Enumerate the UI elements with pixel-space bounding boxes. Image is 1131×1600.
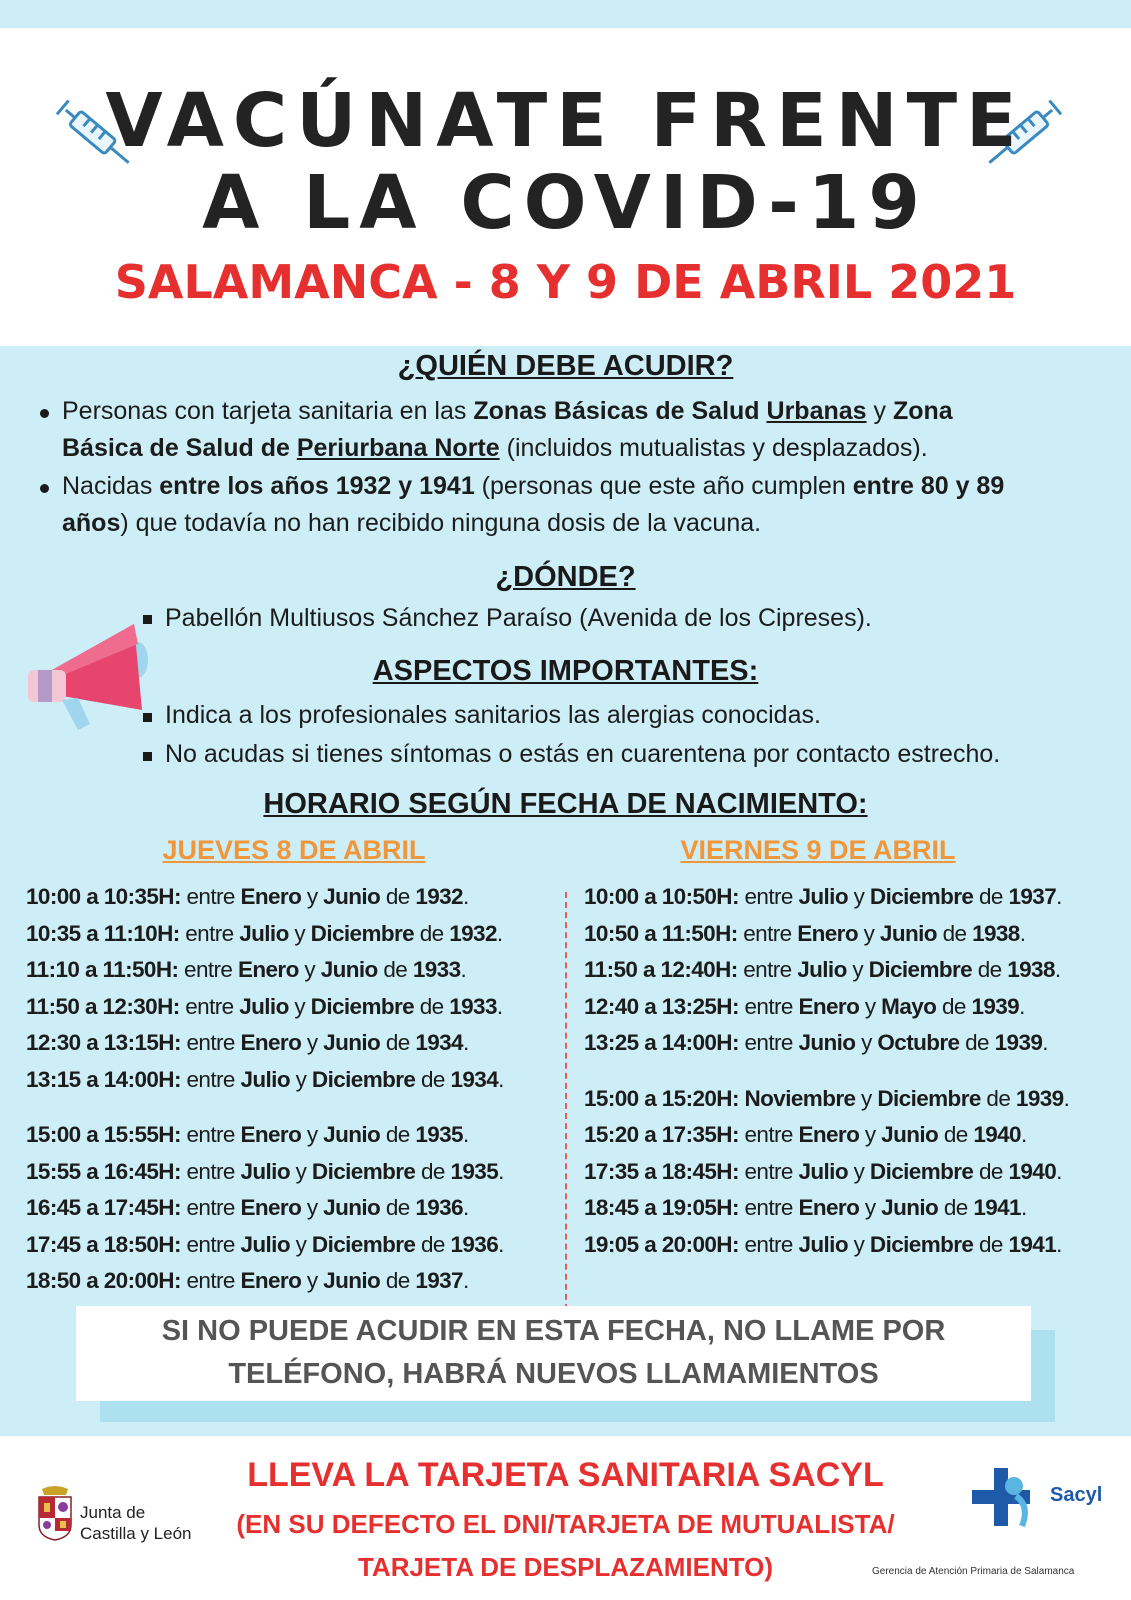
schedule-text: de [973, 884, 1009, 909]
schedule-month: Julio [239, 993, 289, 1019]
schedule-heading: HORARIO SEGÚN FECHA DE NACIMIENTO: [263, 788, 868, 820]
schedule-month: Enero [240, 1122, 302, 1147]
schedule-text: de [380, 1195, 416, 1220]
schedule-text: . [1019, 993, 1025, 1019]
schedule-text: de [936, 920, 973, 946]
bullet-square [143, 752, 152, 761]
sacyl-name: Sacyl [1050, 1484, 1103, 1506]
schedule-month: Diciembre [869, 1231, 974, 1257]
schedule-text: y [855, 1085, 878, 1111]
schedule-text: y [855, 1030, 878, 1055]
schedule-row [26, 1117, 504, 1154]
schedule-month: Diciembre [311, 1158, 416, 1184]
schedule-year: 1937 [1008, 884, 1057, 909]
schedule-time: 17:45 a 18:50H: [26, 1231, 181, 1257]
schedule-text: y [301, 1195, 324, 1220]
text: Nacidas [62, 472, 160, 500]
schedule-text: entre [738, 884, 799, 909]
schedule-row [26, 1025, 504, 1062]
sacyl-subtitle: Gerencia de Atención Primaria de Salamanca [872, 1566, 1075, 1577]
schedule-text: y [859, 993, 882, 1019]
day1-heading: JUEVES 8 DE ABRIL [162, 835, 426, 865]
text-bold: entre los años 1932 y 1941 [159, 472, 475, 500]
schedule-year: 1938 [972, 920, 1020, 946]
schedule-text: . [1042, 1030, 1048, 1055]
schedule-text: y [301, 1268, 324, 1293]
notice-box [76, 1306, 1031, 1401]
schedule-time: 16:45 a 17:45H: [26, 1195, 181, 1220]
schedule-text: y [288, 920, 311, 946]
schedule-year: 1939 [994, 1030, 1043, 1055]
schedule-month: Enero [240, 1030, 302, 1055]
schedule-row [584, 1081, 1069, 1118]
schedule-text: de [980, 1085, 1016, 1111]
schedule-year: 1939 [1015, 1085, 1064, 1111]
schedule-text: entre [737, 920, 798, 946]
schedule-year: 1935 [415, 1122, 463, 1147]
text-bold-underline: Periurbana Norte [296, 434, 500, 462]
aspect-item: Indica a los profesionales sanitarios las alergias conocidas. [165, 701, 821, 729]
footer-line1: LLEVA LA TARJETA SANITARIA SACYL [247, 1456, 884, 1494]
schedule-month: Enero [240, 884, 302, 909]
text: (personas que este año cumplen [474, 472, 853, 500]
schedule-text: . [498, 1231, 504, 1257]
schedule-text: de [414, 993, 450, 1019]
who-heading: ¿QUIÉN DEBE ACUDIR? [397, 350, 734, 382]
text-bold: Zonas Básicas de Salud [473, 397, 767, 425]
schedule-text: y [847, 884, 870, 909]
schedule-text: . [1054, 957, 1061, 982]
schedule-text: y [847, 1158, 870, 1184]
schedule-row [26, 989, 504, 1026]
schedule-text: y [847, 1231, 870, 1257]
schedule-row [26, 879, 504, 916]
schedule-year: 1937 [415, 1268, 463, 1293]
schedule-text: entre [738, 1231, 799, 1257]
schedule-left-column [26, 879, 504, 1300]
schedule-year: 1935 [450, 1158, 499, 1184]
schedule-row [584, 1117, 1069, 1154]
schedule-year: 1934 [450, 1066, 499, 1092]
schedule-year: 1938 [1007, 957, 1055, 982]
schedule-month: Enero [798, 1195, 860, 1220]
schedule-text: . [1056, 884, 1062, 909]
jcyl-line2: Castilla y León [80, 1524, 192, 1543]
schedule-month: Diciembre [869, 1158, 974, 1184]
schedule-text: entre [180, 1030, 241, 1055]
aspects-heading: ASPECTOS IMPORTANTES: [372, 655, 759, 687]
schedule-time: 11:10 a 11:50H: [26, 957, 179, 982]
schedule-text: . [1056, 1158, 1062, 1184]
schedule-row [26, 916, 504, 953]
text: Personas con tarjeta sanitaria en las [62, 397, 474, 425]
subtitle: SALAMANCA - 8 Y 9 DE ABRIL 2021 [114, 255, 1017, 309]
schedule-text: entre [180, 1231, 241, 1257]
schedule-year: 1939 [971, 993, 1020, 1019]
main-title-line1: VACÚNATE FRENTE [105, 78, 1026, 164]
schedule-row [584, 879, 1069, 916]
schedule-text: y [289, 1066, 312, 1092]
schedule-time: 18:50 a 20:00H: [26, 1268, 181, 1293]
notice-line1: SI NO PUEDE ACUDIR EN ESTA FECHA, NO LLAME POR [161, 1315, 946, 1347]
schedule-text: . [498, 1158, 504, 1184]
schedule-text: de [380, 1268, 416, 1293]
schedule-time: 18:45 a 19:05H: [584, 1195, 739, 1220]
schedule-time: 12:40 a 13:25H: [584, 993, 739, 1019]
schedule-text: y [301, 1030, 324, 1055]
schedule-text: . [1019, 920, 1026, 946]
schedule-text: entre [180, 1268, 241, 1293]
schedule-month: Junio [323, 1122, 381, 1147]
schedule-text: de [380, 1122, 416, 1147]
bullet-dot [40, 409, 49, 418]
schedule-time: 10:00 a 10:35H: [26, 884, 181, 909]
schedule-text: entre [738, 1158, 799, 1184]
schedule-row [584, 1154, 1069, 1191]
schedule-text: . [462, 1268, 469, 1293]
where-item: Pabellón Multiusos Sánchez Paraíso (Avenida de los Cipreses). [165, 604, 872, 632]
schedule-year: 1932 [415, 884, 463, 909]
schedule-time: 10:35 a 11:10H: [26, 920, 180, 946]
who-bullet-1 [62, 393, 1102, 467]
schedule-text: de [414, 920, 450, 946]
schedule-row [584, 952, 1069, 989]
schedule-text: entre [179, 920, 240, 946]
schedule-text: . [496, 920, 503, 946]
schedule-text: . [462, 1195, 469, 1220]
schedule-row [26, 1062, 504, 1099]
schedule-month: Diciembre [311, 1066, 416, 1092]
schedule-text: y [857, 920, 880, 946]
schedule-year: 1941 [1008, 1231, 1057, 1257]
schedule-row [584, 1025, 1069, 1062]
aspect-item: No acudas si tienes síntomas o estás en cuarentena por contacto estrecho. [165, 740, 1001, 768]
schedule-time: 15:00 a 15:55H: [26, 1122, 181, 1147]
schedule-month: Diciembre [868, 957, 973, 982]
text-bold: años [62, 509, 121, 537]
schedule-text: y [859, 1195, 882, 1220]
bullet-dot [40, 484, 49, 493]
schedule-month: Junio [881, 1195, 939, 1220]
schedule-time: 15:55 a 16:45H: [26, 1158, 181, 1184]
text-bold: Básica de Salud de [62, 434, 297, 462]
schedule-text: . [1056, 1231, 1062, 1257]
schedule-month: Enero [240, 1195, 302, 1220]
schedule-text: entre [180, 884, 241, 909]
schedule-row [26, 952, 504, 989]
schedule-month: Diciembre [869, 884, 974, 909]
schedule-text: de [972, 957, 1008, 982]
schedule-month: Julio [240, 1066, 290, 1092]
schedule-text: . [1020, 1195, 1027, 1220]
schedule-month: Enero [798, 993, 860, 1019]
schedule-text: . [498, 1066, 504, 1092]
schedule-time: 17:35 a 18:45H: [584, 1158, 739, 1184]
schedule-text: de [936, 993, 972, 1019]
schedule-text: de [415, 1066, 451, 1092]
schedule-year: 1934 [415, 1030, 463, 1055]
schedule-text: . [462, 1122, 469, 1147]
schedule-text: entre [180, 1158, 241, 1184]
schedule-month: Julio [798, 1231, 848, 1257]
footer-line2: (EN SU DEFECTO EL DNI/TARJETA DE MUTUALISTA/ [236, 1509, 895, 1539]
schedule-text: y [298, 957, 321, 982]
schedule-time: 12:30 a 13:15H: [26, 1030, 181, 1055]
schedule-text: de [973, 1158, 1009, 1184]
schedule-text: de [415, 1158, 451, 1184]
schedule-text: entre [180, 1195, 241, 1220]
schedule-time: 13:25 a 14:00H: [584, 1030, 739, 1055]
text: ) que todavía no han recibido ninguna dosis de la vacuna. [120, 509, 762, 537]
schedule-month: Julio [798, 884, 848, 909]
text-bold: entre 80 y 89 [852, 472, 1005, 500]
where-heading: ¿DÓNDE? [495, 561, 636, 593]
schedule-text: entre [738, 1195, 799, 1220]
who-bullet-2 [62, 468, 1102, 542]
schedule-time: 10:50 a 11:50H: [584, 920, 738, 946]
schedule-text: . [462, 1030, 469, 1055]
schedule-text: entre [178, 957, 238, 982]
schedule-text: de [380, 1030, 416, 1055]
schedule-row [584, 1227, 1069, 1264]
schedule-month: Diciembre [311, 1231, 416, 1257]
schedule-time: 11:50 a 12:30H: [26, 993, 180, 1019]
schedule-time: 13:15 a 14:00H: [26, 1066, 181, 1092]
schedule-text: de [938, 1195, 974, 1220]
schedule-month: Enero [797, 920, 858, 946]
schedule-time: 19:05 a 20:00H: [584, 1231, 739, 1257]
schedule-text: . [462, 884, 469, 909]
schedule-month: Junio [798, 1030, 856, 1055]
schedule-time: 15:00 a 15:20H: [584, 1085, 739, 1111]
schedule-year: 1933 [449, 993, 497, 1019]
schedule-year: 1936 [415, 1195, 463, 1220]
schedule-month: Noviembre [744, 1085, 856, 1111]
schedule-text: de [377, 957, 413, 982]
schedule-time: 11:50 a 12:40H: [584, 957, 738, 982]
schedule-row [584, 916, 1069, 953]
jcyl-line1: Junta de [80, 1503, 146, 1522]
schedule-month: Junio [320, 957, 378, 982]
schedule-text: entre [737, 957, 798, 982]
schedule-text: . [460, 957, 467, 982]
schedule-month: Junio [323, 1268, 381, 1293]
schedule-month: Diciembre [310, 993, 415, 1019]
schedule-month: Julio [797, 957, 847, 982]
schedule-text: entre [738, 1030, 799, 1055]
schedule-year: 1941 [973, 1195, 1021, 1220]
schedule-month: Junio [879, 920, 937, 946]
schedule-text: de [938, 1122, 974, 1147]
text: y [866, 397, 893, 425]
schedule-month: Enero [798, 1122, 860, 1147]
schedule-text: entre [738, 993, 799, 1019]
schedule-right-column [584, 879, 1069, 1263]
main-title-line2: A LA COVID-19 [202, 160, 929, 246]
schedule-month: Junio [323, 1195, 381, 1220]
schedule-text: entre [179, 993, 240, 1019]
schedule-row [584, 989, 1069, 1026]
schedule-text: entre [738, 1122, 799, 1147]
schedule-year: 1940 [1008, 1158, 1057, 1184]
schedule-text: . [1063, 1085, 1070, 1111]
schedule-text: y [301, 884, 324, 909]
schedule-text: de [380, 884, 416, 909]
schedule-text: . [496, 993, 503, 1019]
schedule-text: y [288, 993, 311, 1019]
notice-line2: TELÉFONO, HABRÁ NUEVOS LLAMAMIENTOS [228, 1358, 879, 1390]
schedule-year: 1940 [973, 1122, 1021, 1147]
schedule-row [584, 1190, 1069, 1227]
schedule-row [26, 1154, 504, 1191]
schedule-month: Diciembre [310, 920, 415, 946]
schedule-month: Junio [323, 1030, 381, 1055]
sacyl-cross-logo [970, 1466, 1054, 1536]
schedule-row [26, 1190, 504, 1227]
schedule-row [26, 1263, 504, 1300]
schedule-text: entre [180, 1122, 241, 1147]
schedule-text: y [846, 957, 869, 982]
text-bold-underline: Urbanas [766, 397, 867, 425]
day2-heading: VIERNES 9 DE ABRIL [680, 835, 956, 865]
text-bold: Zona [892, 397, 953, 425]
schedule-text: y [301, 1122, 324, 1147]
column-divider [565, 892, 567, 1320]
schedule-month: Julio [239, 920, 289, 946]
schedule-month: Enero [237, 957, 299, 982]
schedule-text: entre [180, 1066, 241, 1092]
schedule-text: de [973, 1231, 1009, 1257]
schedule-text: de [959, 1030, 995, 1055]
schedule-text: y [859, 1122, 882, 1147]
bullet-square [143, 713, 152, 722]
schedule-year: 1932 [449, 920, 497, 946]
schedule-month: Junio [881, 1122, 939, 1147]
schedule-month: Julio [240, 1231, 290, 1257]
text: (incluidos mutualistas y desplazados). [499, 434, 928, 462]
schedule-month: Mayo [881, 993, 937, 1019]
schedule-month: Enero [240, 1268, 302, 1293]
schedule-text: de [415, 1231, 451, 1257]
top-band [0, 0, 1131, 28]
schedule-month: Julio [798, 1158, 848, 1184]
schedule-year: 1933 [412, 957, 461, 982]
schedule-month: Diciembre [877, 1085, 981, 1111]
schedule-time: 10:00 a 10:50H: [584, 884, 739, 909]
junta-castilla-leon-shield [36, 1485, 74, 1541]
jcyl-text [80, 1502, 192, 1544]
footer-line3: TARJETA DE DESPLAZAMIENTO) [357, 1552, 774, 1582]
schedule-month: Octubre [877, 1030, 960, 1055]
schedule-row [26, 1227, 504, 1264]
schedule-text: y [289, 1158, 312, 1184]
schedule-time: 15:20 a 17:35H: [584, 1122, 739, 1147]
schedule-year: 1936 [450, 1231, 499, 1257]
schedule-text: . [1020, 1122, 1027, 1147]
schedule-month: Junio [323, 884, 381, 909]
schedule-text: y [289, 1231, 312, 1257]
schedule-month: Julio [240, 1158, 290, 1184]
